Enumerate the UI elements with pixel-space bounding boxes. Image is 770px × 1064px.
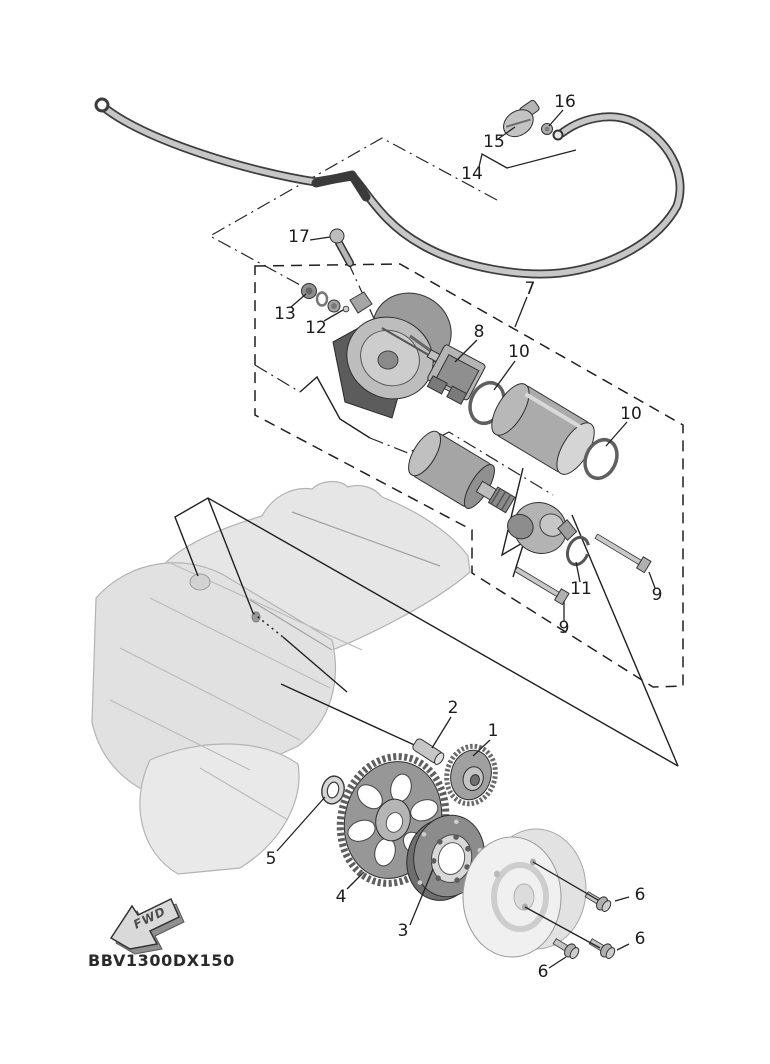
part-callout-15[interactable]: 15 [483,132,505,152]
armature [402,426,523,526]
terminal-nut [542,124,553,135]
cable-elbow [316,175,366,197]
part-callout-4[interactable]: 4 [335,887,347,907]
part-callout-12[interactable]: 12 [305,318,327,338]
terminal-bolt-17 [330,229,350,263]
through-bolt-9-upper [593,531,651,573]
part-callout-16[interactable]: 16 [554,92,576,112]
through-bolt-9-lower [513,564,569,605]
part-callout-7[interactable]: 7 [524,279,536,299]
section-chain-line [210,138,497,292]
part-callout-9[interactable]: 9 [558,618,570,638]
rotor-bolt-6a [583,888,613,914]
part-callout-1[interactable]: 1 [487,721,499,741]
part-callout-14[interactable]: 14 [461,164,483,184]
part-callout-6[interactable]: 6 [537,962,549,982]
cable-ring-terminal [96,99,108,111]
fwd-label: FWD [131,904,169,932]
part-callout-17[interactable]: 17 [288,227,310,247]
part-callout-3[interactable]: 3 [397,921,409,941]
part-callout-9[interactable]: 9 [651,585,663,605]
part-callout-13[interactable]: 13 [274,304,296,324]
part-callout-2[interactable]: 2 [447,698,459,718]
motor-mount-ear [350,292,372,313]
part-callout-8[interactable]: 8 [473,322,485,342]
part-callout-11[interactable]: 11 [570,579,592,599]
part-callout-6[interactable]: 6 [634,885,646,905]
part-callout-10[interactable]: 10 [620,404,642,424]
rotor-bolt-6c [551,935,581,961]
starter-mount-boss [190,574,210,590]
terminal-nut-12 [328,300,340,312]
rotor-bolt-6b [587,935,617,961]
fwd-arrow [111,899,184,954]
terminal-pin-12 [343,306,349,312]
cable-end-terminal [554,131,563,140]
lock-washer [317,293,327,306]
terminal-cap [498,98,546,142]
diagram-code: BBV1300DX150 [88,951,235,970]
part-callout-5[interactable]: 5 [265,849,277,869]
part-callout-6[interactable]: 6 [634,929,646,949]
part-callout-10[interactable]: 10 [508,342,530,362]
front-bracket [501,491,582,566]
battery-cable [96,99,680,274]
starter-idle-gear-1 [441,741,502,809]
